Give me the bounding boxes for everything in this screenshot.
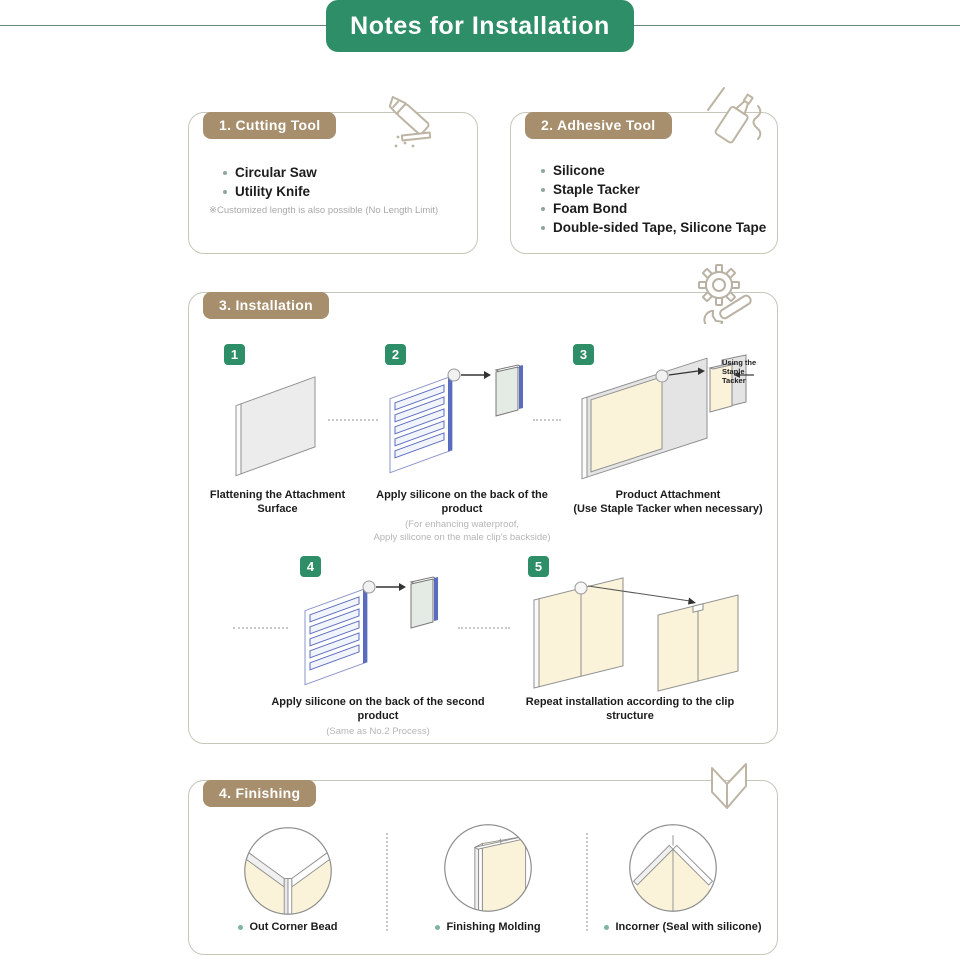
finishing-separator-dots [586, 833, 588, 931]
step4-caption: Apply silicone on the back of the second product (Same as No.2 Process) [271, 696, 485, 737]
silicone-tube-icon [698, 84, 772, 152]
step2-silicone-illustration [378, 348, 530, 486]
incorner-illustration [626, 821, 720, 915]
step5-caption: Repeat installation according to the clip structure [525, 696, 735, 722]
step4-silicone-illustration [293, 560, 445, 698]
gear-wrench-icon [692, 260, 756, 324]
finishing-item-caption: Finishing Molding [418, 921, 558, 933]
cutting-tool-heading: 1. Cutting Tool [203, 112, 336, 139]
bullet-icon [238, 925, 243, 930]
finishing-item-caption: Out Corner Bead [213, 921, 363, 933]
step-separator-dots [233, 627, 288, 629]
bullet-icon [223, 190, 227, 194]
corner-trim-icon [702, 756, 756, 814]
finishing-item-caption: Incorner (Seal with silicone) [598, 921, 768, 933]
list-item: Circular Saw [223, 165, 453, 180]
length-note: ※Customized length is also possible (No Length Limit) [209, 205, 439, 216]
step-separator-dots [458, 627, 510, 629]
step-number-badge: 1 [224, 344, 245, 365]
bullet-icon [223, 171, 227, 175]
step5-repeat-illustration [518, 554, 770, 694]
step3-caption: Product Attachment (Use Staple Tacker when necessary) [573, 489, 763, 515]
list-item: Double-sided Tape, Silicone Tape [541, 220, 771, 235]
step-number-badge: 2 [385, 344, 406, 365]
step-separator-dots [328, 419, 378, 421]
bullet-icon [435, 925, 440, 930]
bullet-icon [604, 925, 609, 930]
bullet-icon [541, 169, 545, 173]
page-title: Notes for Installation [326, 0, 634, 52]
out-corner-bead-illustration [241, 824, 335, 918]
utility-knife-icon [372, 90, 444, 154]
staple-tacker-annotation: Using the Staple Tacker [722, 358, 757, 385]
cutting-tool-list [209, 161, 453, 216]
list-item: Silicone [541, 163, 771, 178]
list-item: Foam Bond [541, 201, 771, 216]
step1-panel-illustration [224, 350, 336, 478]
step-number-badge: 5 [528, 556, 549, 577]
bullet-icon [541, 207, 545, 211]
list-item: Utility Knife [223, 184, 453, 199]
step1-caption: Flattening the Attachment Surface [209, 489, 346, 515]
finishing-heading: 4. Finishing [203, 780, 316, 807]
finishing-molding-illustration [441, 821, 535, 915]
step-number-badge: 4 [300, 556, 321, 577]
bullet-icon [541, 188, 545, 192]
step2-caption: Apply silicone on the back of the product (For enhancing waterproof, Apply silicone on the male clip's backside) [373, 489, 551, 543]
adhesive-tool-list [541, 159, 771, 239]
step-separator-dots [533, 419, 561, 421]
list-item: Staple Tacker [541, 182, 771, 197]
step-number-badge: 3 [573, 344, 594, 365]
adhesive-tool-heading: 2. Adhesive Tool [525, 112, 672, 139]
bullet-icon [541, 226, 545, 230]
installation-heading: 3. Installation [203, 292, 329, 319]
finishing-separator-dots [386, 833, 388, 931]
